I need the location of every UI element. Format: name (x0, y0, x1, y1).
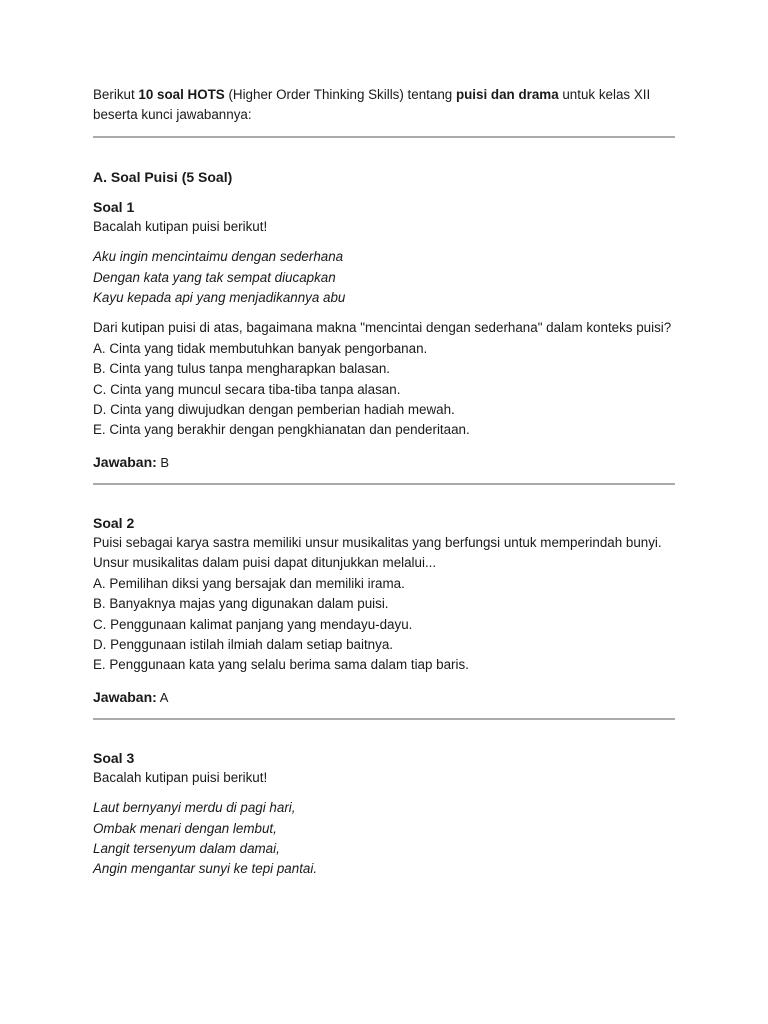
divider (93, 483, 675, 485)
answer-label: Jawaban: (93, 453, 157, 470)
soal3-title: Soal 3 (93, 749, 135, 766)
option-item: B. Banyaknya majas yang digunakan dalam puisi. (93, 596, 389, 612)
option-item: C. Cinta yang muncul secara tiba-tiba tanpa alasan. (93, 381, 401, 397)
soal1-title: Soal 1 (93, 198, 135, 215)
soal2-title: Soal 2 (93, 514, 135, 531)
answer-label: Jawaban: (93, 688, 157, 705)
soal3-instruction: Bacalah kutipan puisi berikut! (93, 769, 268, 785)
soal1-question: Dari kutipan puisi di atas, bagaimana makna "mencintai dengan sederhana" dalam konteks puisi? (93, 320, 672, 336)
divider (93, 136, 675, 138)
poem-line: Langit tersenyum dalam damai, (93, 840, 280, 856)
poem-line: Kayu kepada api yang menjadikannya abu (93, 290, 346, 306)
soal2-question: Puisi sebagai karya sastra memiliki unsur musikalitas yang berfungsi untuk memperindah bunyi. Unsur musikalitas dalam puisi dapat ditunjukkan melalui... (93, 534, 662, 571)
answer-value: B (156, 454, 170, 470)
poem-line: Aku ingin mencintaimu dengan sederhana (93, 249, 344, 265)
option-item: D. Cinta yang diwujudkan dengan pemberian hadiah mewah. (93, 402, 455, 418)
option-item: A. Cinta yang tidak membutuhkan banyak pengorbanan. (93, 340, 428, 356)
option-item: E. Penggunaan kata yang selalu berima sama dalam tiap baris. (93, 657, 469, 673)
intro-text: Berikut (93, 87, 139, 102)
intro-bold-topic: puisi dan drama (455, 87, 559, 102)
intro-text: untuk kelas XII beserta kunci jawabannya: (93, 87, 651, 123)
divider (93, 718, 675, 720)
poem-line: Ombak menari dengan lembut, (93, 820, 277, 836)
poem-line: Dengan kata yang tak sempat diucapkan (93, 269, 336, 285)
option-item: C. Penggunaan kalimat panjang yang mendayu-dayu. (93, 616, 413, 632)
poem-line: Angin mengantar sunyi ke tepi pantai. (93, 861, 318, 877)
soal3-poem (93, 798, 675, 880)
option-item: D. Penggunaan istilah ilmiah dalam setiap baitnya. (93, 636, 393, 652)
option-item: A. Pemilihan diksi yang bersajak dan memiliki irama. (93, 575, 405, 591)
soal1-answer (93, 452, 675, 473)
intro-bold-hots: 10 soal HOTS (138, 87, 225, 102)
document-page (93, 85, 675, 880)
soal1-poem (93, 247, 675, 308)
intro-paragraph (93, 85, 675, 126)
soal1-instruction: Bacalah kutipan puisi berikut! (93, 218, 268, 234)
option-item: B. Cinta yang tulus tanpa mengharapkan balasan. (93, 361, 391, 377)
section-title: A. Soal Puisi (5 Soal) (93, 168, 233, 185)
option-item: E. Cinta yang berakhir dengan pengkhianatan dan penderitaan. (93, 422, 470, 438)
intro-text: (Higher Order Thinking Skills) tentang (224, 87, 456, 102)
answer-value: A (156, 689, 169, 705)
poem-line: Laut bernyanyi merdu di pagi hari, (93, 800, 296, 816)
soal2-answer (93, 687, 675, 708)
